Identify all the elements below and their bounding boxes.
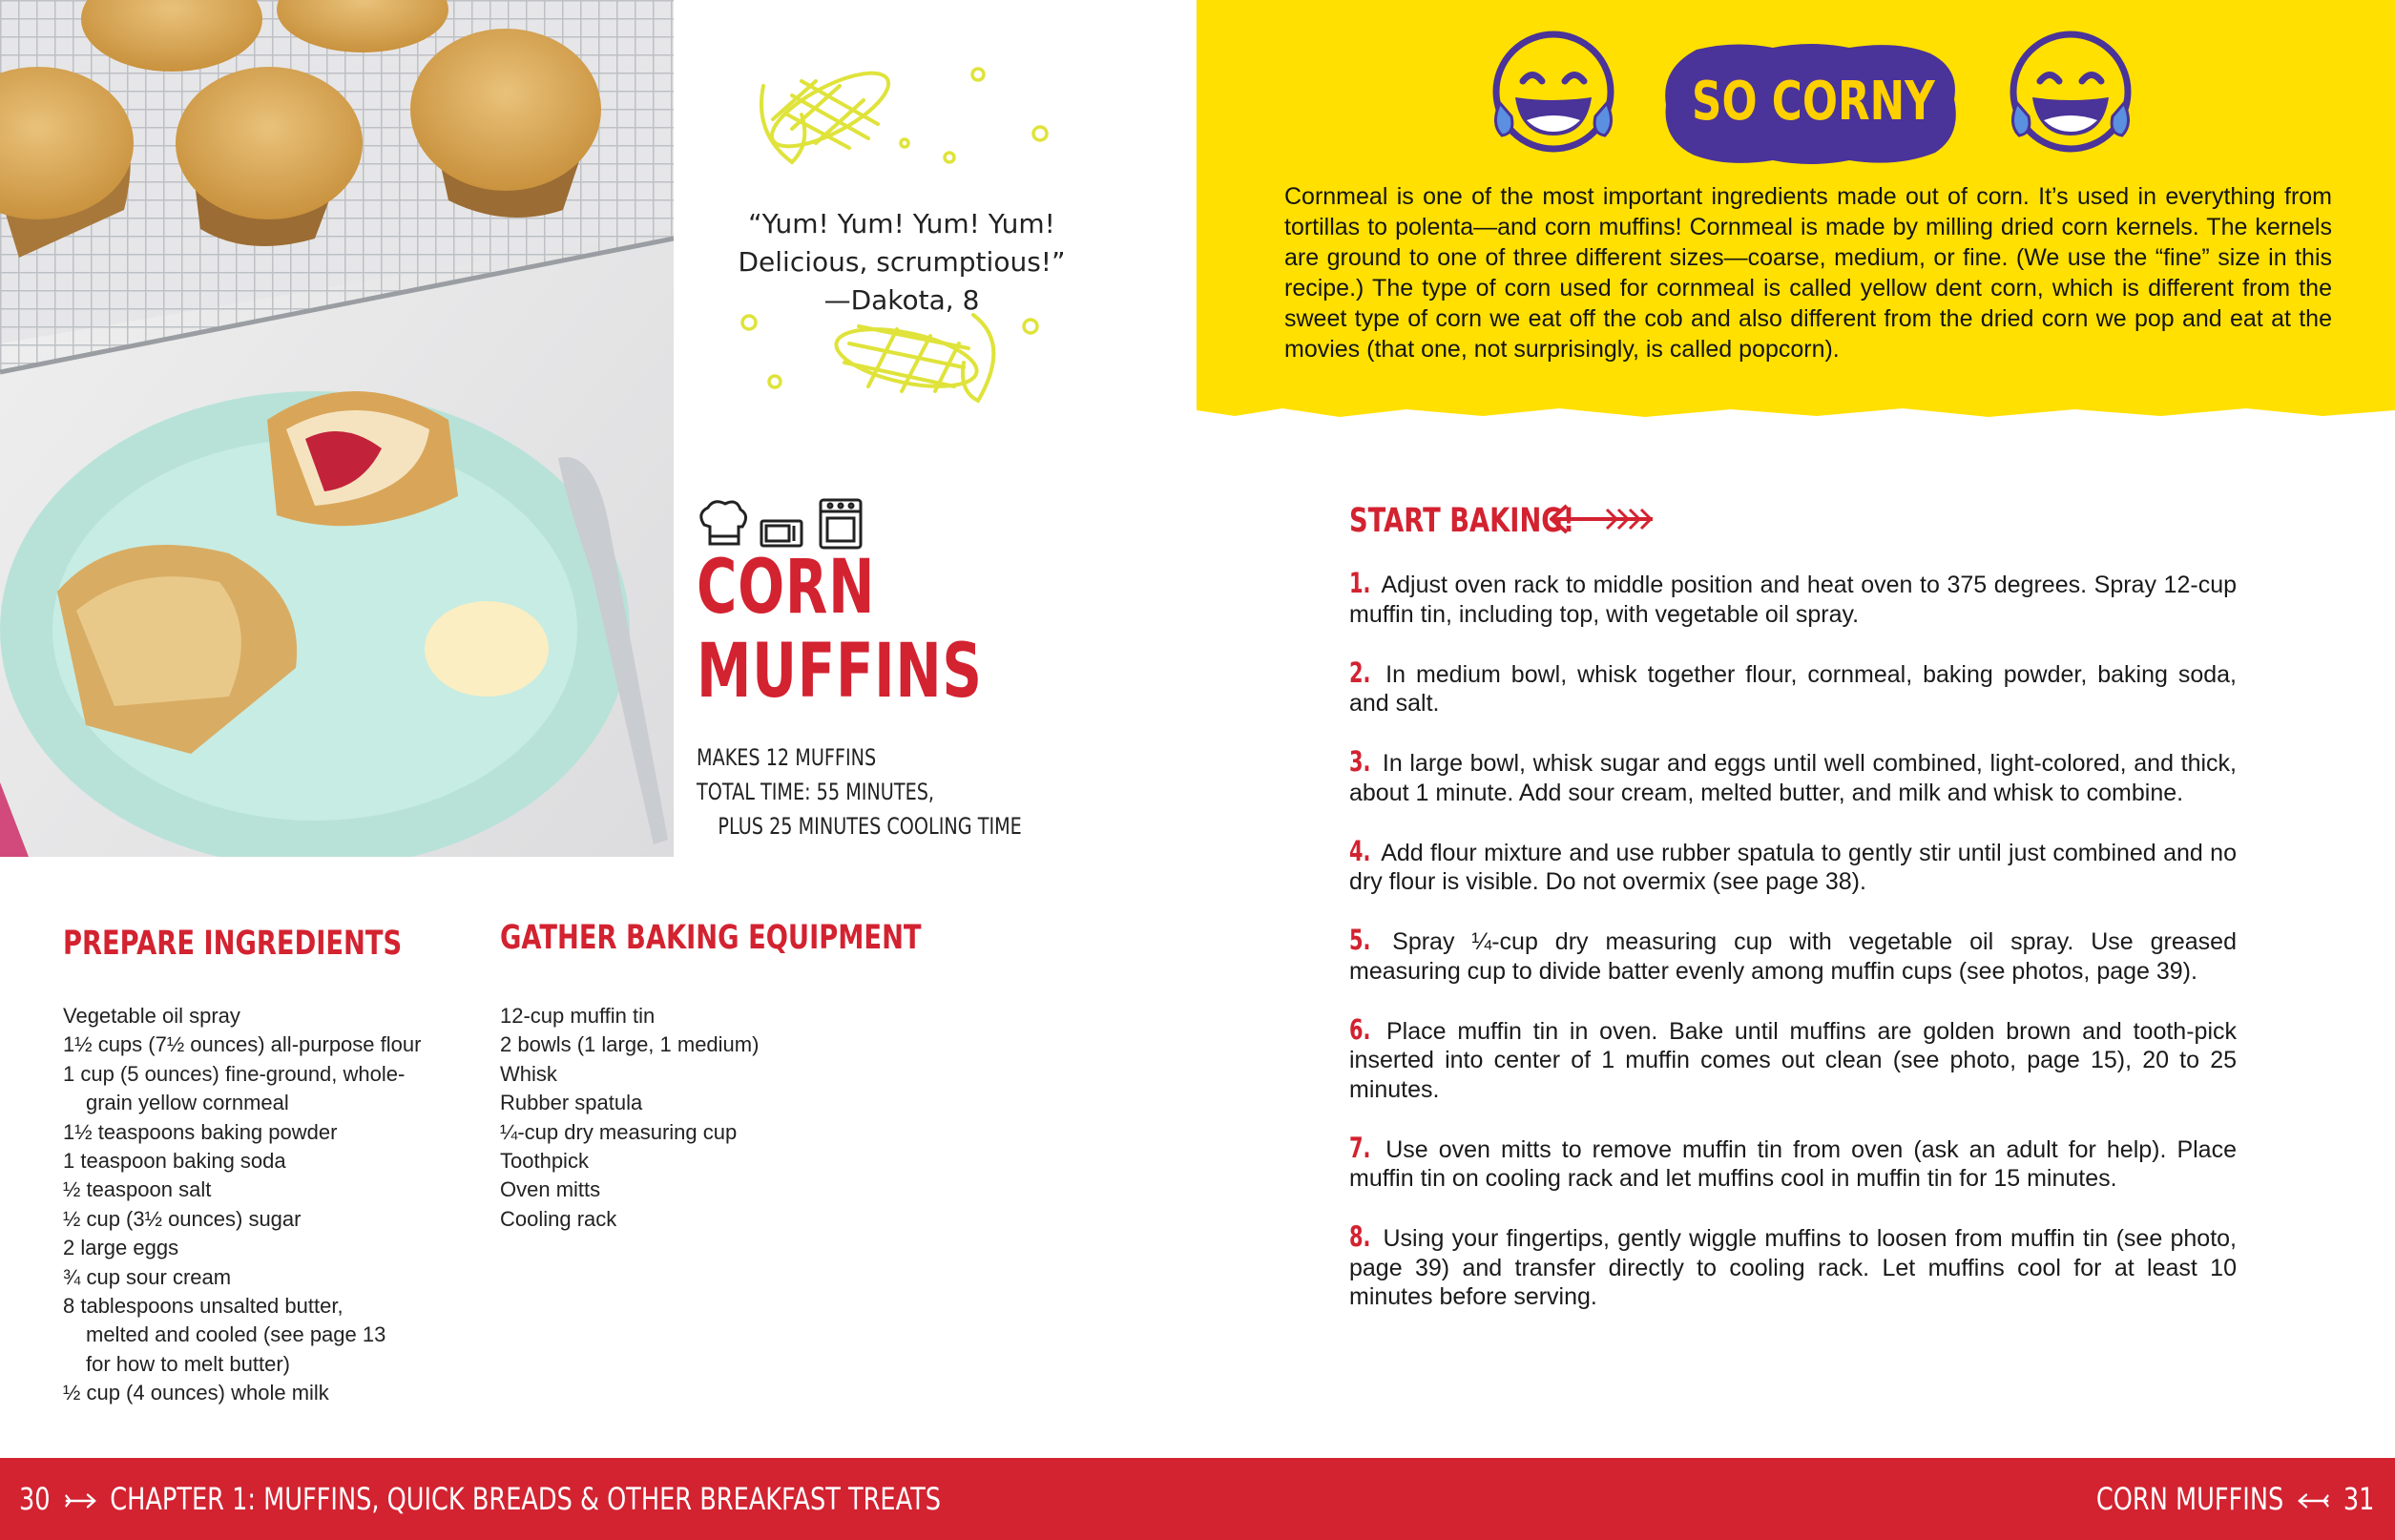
- step-item: [1349, 1222, 2237, 1312]
- step-text: Using your fingertips, gently wiggle muffins to loosen from muffin tin (see photo, page 39) and transfer directly to cooling rack. Let muffins cool for at least 10 minutes before serving.: [1349, 1225, 2237, 1310]
- list-item: 12-cup muffin tin: [500, 1004, 656, 1028]
- list-item: 1 cup (5 ounces) fine-ground, whole-: [63, 1061, 406, 1086]
- steps-list: [1349, 569, 2237, 1341]
- laughing-crying-emoji-icon: [1487, 29, 1620, 162]
- microwave-icon: [761, 521, 802, 546]
- step-text: Use oven mitts to remove muffin tin from oven (ask an adult for help). Place muffin tin on cooling rack and let muffins cool in muffin tin for 15 minutes.: [1349, 1135, 2237, 1192]
- ingredients-heading: PREPARE INGREDIENTS: [63, 925, 403, 963]
- step-text: In large bowl, whisk sugar and eggs until well combined, light-colored, and thick, about 1 minute. Add sour cream, melted butter, and milk and whisk to combine.: [1349, 750, 2237, 806]
- list-item: ½ cup (3½ ounces) sugar: [63, 1206, 302, 1231]
- step-item: [1349, 747, 2237, 807]
- ingredients-section: [63, 924, 497, 1408]
- list-item: 1½ cups (7½ ounces) all-purpose flour: [63, 1032, 422, 1057]
- appliance-icons: [697, 496, 868, 551]
- step-text: Place muffin tin in oven. Bake until muffins are golden brown and tooth-pick inserted into center of 1 muffin comes out clean (see photo, page 15), 20 to 25 minutes.: [1349, 1017, 2237, 1103]
- list-item: ¾ cup sour cream: [63, 1264, 232, 1289]
- laughing-crying-emoji-icon: [2004, 29, 2137, 162]
- arrow-icon: [1548, 500, 1655, 538]
- title-line: MUFFINS: [697, 629, 983, 715]
- chef-hat-icon: [701, 502, 746, 544]
- list-item: Vegetable oil spray: [63, 1004, 240, 1028]
- footer-left: [19, 1458, 941, 1540]
- list-item: ½ cup (4 ounces) whole milk: [63, 1381, 329, 1405]
- title-line: CORN: [697, 545, 876, 631]
- oven-icon: [821, 500, 861, 548]
- list-item: ¼-cup dry measuring cup: [500, 1119, 738, 1144]
- so-corny-text: Cornmeal is one of the most important ingredients made out of corn. It’s used in everything from tortillas to polenta—and corn muffins! Cornmeal is made by milling dried corn kernels. The kernels are ground to one of three different sizes—coarse, medium, or fine. (We use the “fine” size in this recipe.) The type of corn used for cornmeal is called yellow dent corn, which is different from the sweet type of corn we eat off the cob and also different from the dried corn we pop and eat at the movies (that one, not surprisingly, is called popcorn).: [1284, 183, 2332, 363]
- ingredients-list: [63, 1002, 497, 1408]
- list-item: for how to melt butter): [86, 1351, 290, 1376]
- equipment-section: [500, 918, 1040, 1234]
- list-item: 2 large eggs: [63, 1236, 179, 1260]
- step-number: 5.: [1349, 924, 1371, 956]
- step-number: 7.: [1349, 1131, 1371, 1164]
- step-number: 8.: [1349, 1220, 1371, 1253]
- recipe-title: [697, 546, 983, 714]
- muffins-illustration: [0, 0, 674, 857]
- list-item: Rubber spatula: [500, 1091, 643, 1115]
- so-corny-label: SO CORNY: [1691, 71, 1935, 133]
- kid-quote: [735, 205, 1069, 320]
- footer-right: [2095, 1458, 2374, 1540]
- step-item: [1349, 569, 2237, 629]
- corn-icon: [831, 315, 993, 401]
- list-item: Whisk: [500, 1061, 557, 1086]
- page-number-left: 30: [19, 1481, 51, 1517]
- list-item: melted and cooled (see page 13: [86, 1322, 386, 1347]
- step-text: Adjust oven rack to middle position and heat oven to 375 degrees. Spray 12-cup muffin tin, including top, with vegetable oil spray.: [1349, 572, 2238, 628]
- equipment-list: [500, 1002, 1040, 1234]
- list-item: 1½ teaspoons baking powder: [63, 1119, 338, 1144]
- step-item: [1349, 926, 2237, 986]
- quote-attribution: —Dakota, 8: [823, 284, 980, 316]
- step-number: 6.: [1349, 1012, 1371, 1046]
- step-item: [1349, 1131, 2237, 1194]
- quote-line: Delicious, scrumptious!”: [738, 246, 1066, 278]
- step-number: 2.: [1349, 656, 1371, 689]
- steps-heading: START BAKING!: [1349, 502, 1575, 540]
- list-item: grain yellow cornmeal: [86, 1091, 289, 1115]
- list-item: Oven mitts: [500, 1177, 601, 1202]
- list-item: ½ teaspoon salt: [63, 1177, 212, 1202]
- step-number: 1.: [1349, 567, 1371, 599]
- list-item: 2 bowls (1 large, 1 medium): [500, 1032, 760, 1057]
- arrow-left-icon: [2297, 1491, 2329, 1510]
- chapter-title: CHAPTER 1: MUFFINS, QUICK BREADS & OTHER BREAKFAST TREATS: [110, 1481, 941, 1517]
- step-item: [1349, 658, 2237, 718]
- step-item: [1349, 1012, 2237, 1105]
- total-time-text: TOTAL TIME: 55 MINUTES,: [697, 779, 934, 805]
- recipe-meta: [697, 740, 1022, 843]
- equipment-heading: GATHER BAKING EQUIPMENT: [500, 919, 922, 957]
- step-number: 3.: [1349, 745, 1371, 778]
- list-item: Cooling rack: [500, 1206, 617, 1231]
- arrow-right-icon: [64, 1491, 96, 1510]
- list-item: 8 tablespoons unsalted butter,: [63, 1294, 344, 1319]
- recipe-photo: [0, 0, 674, 857]
- list-item: 1 teaspoon baking soda: [63, 1149, 286, 1174]
- yield-text: MAKES 12 MUFFINS: [697, 744, 877, 771]
- list-item: Toothpick: [500, 1149, 589, 1174]
- corn-icon: [761, 59, 898, 162]
- cooling-time-text: PLUS 25 MINUTES COOLING TIME: [718, 813, 1022, 840]
- step-number: 4.: [1349, 834, 1371, 867]
- quote-line: “Yum! Yum! Yum! Yum!: [748, 208, 1055, 239]
- step-text: Add flour mixture and use rubber spatula to gently stir until just combined and no dry flour is visible. Do not overmix (see page 38).: [1349, 839, 2237, 895]
- footer-recipe-name: CORN MUFFINS: [2095, 1481, 2283, 1517]
- step-item: [1349, 834, 2237, 897]
- page-number-right: 31: [2343, 1481, 2374, 1517]
- step-text: Spray ¼-cup dry measuring cup with vegetable oil spray. Use greased measuring cup to divide batter evenly among muffin cups (see photos, page 39).: [1349, 928, 2237, 985]
- step-text: In medium bowl, whisk together flour, cornmeal, baking powder, baking soda, and salt.: [1349, 660, 2237, 717]
